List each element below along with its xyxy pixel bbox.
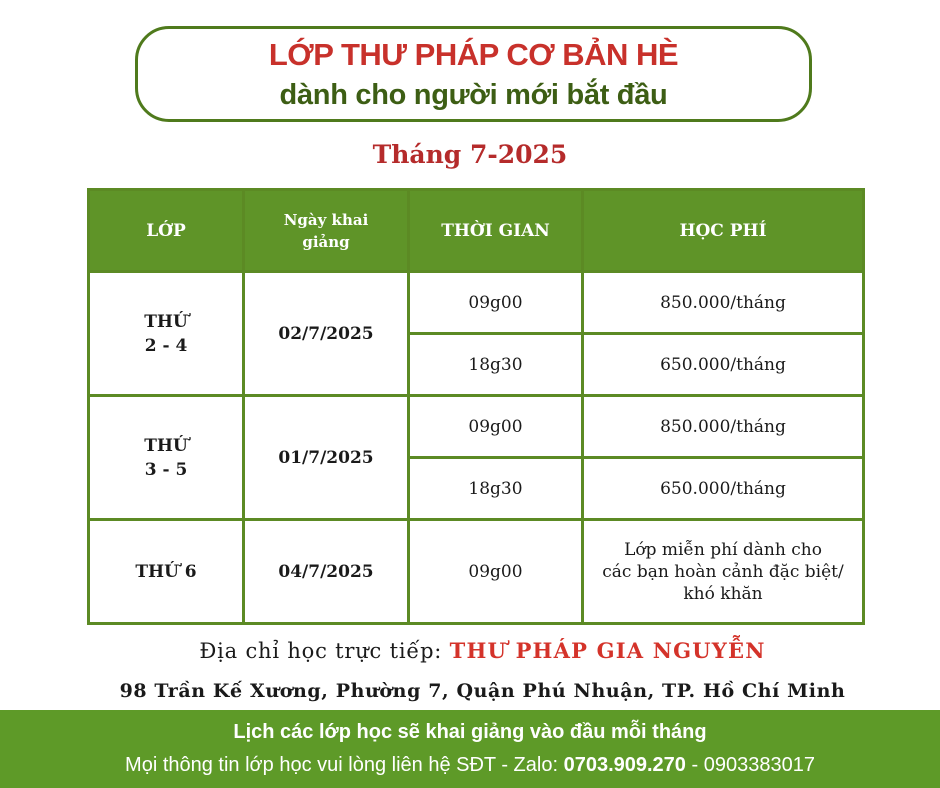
footer-schedule-note: Lịch các lớp học sẽ khai giảng vào đầu mỗi tháng: [233, 721, 707, 743]
phone-primary: 0703.909.270: [563, 754, 686, 776]
time-cell: 09g00: [409, 396, 583, 458]
title-banner: [135, 26, 812, 122]
fee-cell: 650.000/tháng: [583, 458, 864, 520]
table-row: [89, 520, 864, 624]
page-title: LỚP THƯ PHÁP CƠ BẢN HÈ: [268, 37, 679, 72]
fee-note-cell: Lớp miễn phí dành cho các bạn hoàn cảnh đặc biệt/ khó khăn: [583, 520, 864, 624]
phone-separator: -: [691, 754, 699, 776]
time-cell: 18g30: [409, 334, 583, 396]
start-date-cell: 02/7/2025: [244, 272, 409, 396]
start-date-cell: 01/7/2025: [244, 396, 409, 520]
address-label-line: [0, 638, 940, 663]
table-row: [89, 272, 864, 334]
header-time: THỜI GIAN: [409, 190, 583, 272]
page-subtitle: dành cho người mới bắt đầu: [279, 79, 668, 111]
header-start-date: Ngày khai giảng: [244, 190, 409, 272]
phone-secondary: 0903383017: [703, 754, 815, 776]
contact-prefix: Mọi thông tin lớp học vui lòng liên hệ SĐT - Zalo:: [125, 754, 559, 776]
address-label: Địa chỉ học trực tiếp:: [199, 639, 443, 663]
fee-cell: 650.000/tháng: [583, 334, 864, 396]
month-label: Tháng 7-2025: [372, 140, 568, 169]
fee-cell: 850.000/tháng: [583, 396, 864, 458]
school-name: THƯ PHÁP GIA NGUYỄN: [449, 638, 766, 663]
class-cell: THỨ 2 - 4: [89, 272, 244, 396]
street-address: 98 Trần Kế Xương, Phường 7, Quận Phú Nhuận, TP. Hồ Chí Minh: [119, 680, 846, 702]
table-row: [89, 396, 864, 458]
fee-cell: 850.000/tháng: [583, 272, 864, 334]
class-cell: THỨ 3 - 5: [89, 396, 244, 520]
time-cell: 18g30: [409, 458, 583, 520]
schedule-table: [87, 188, 865, 625]
header-class: LỚP: [89, 190, 244, 272]
footer-banner: [0, 710, 940, 788]
class-cell: THỨ 6: [89, 520, 244, 624]
table-header-row: [89, 190, 864, 272]
header-fee: HỌC PHÍ: [583, 190, 864, 272]
time-cell: 09g00: [409, 272, 583, 334]
footer-contact: [0, 754, 940, 777]
time-cell: 09g00: [409, 520, 583, 624]
start-date-cell: 04/7/2025: [244, 520, 409, 624]
